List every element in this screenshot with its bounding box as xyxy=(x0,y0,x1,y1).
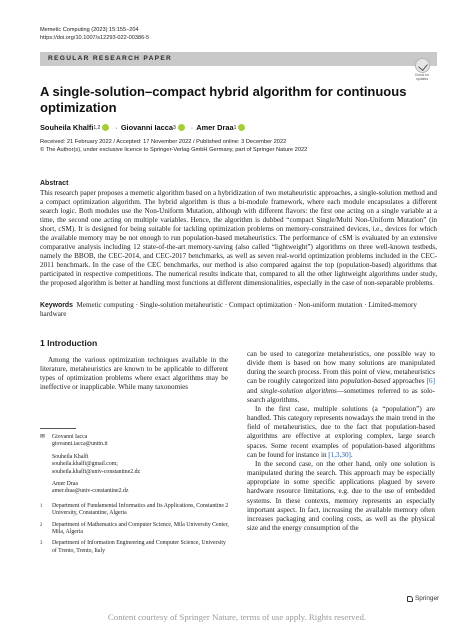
body-paragraph: In the first case, multiple solutions (a “population”) are handled. This category represents nowadays the main trend in the field of metaheuristics, due to the fact that population-based algorithms are effective at exploring complex, large search spaces. Some recent examples of population-based algorithms can be found for instance in [1,3,30]. xyxy=(247,404,435,459)
affiliation xyxy=(40,540,230,555)
author-affiliation-mark: 1,2 xyxy=(93,124,101,131)
footnote-email[interactable]: amer.draa@univ-constantine2.dz xyxy=(52,488,129,495)
keywords-label: Keywords xyxy=(40,302,73,309)
author-affiliation-mark: 1 xyxy=(233,124,237,131)
footnote-author-name: Giovanni Iacca xyxy=(52,434,88,440)
affiliation-number: 2 xyxy=(40,522,43,528)
publisher-name: Springer xyxy=(415,595,440,602)
affiliation xyxy=(40,522,230,537)
check-updates-icon xyxy=(415,58,430,73)
left-column xyxy=(40,356,228,393)
body-paragraph: In the second case, on the other hand, only one solution is manipulated during the search. This approach may be especially appropriate in some specific applications plagued by severe hardware resource limitations, e.g. due to the use of embedded systems. In these contexts, memory represents an especially important aspect. In fact, increasing the available memory often increases packaging and cooling costs, as well as the physical size and the energy consumption of the xyxy=(247,459,435,532)
doi-link[interactable]: https://doi.org/10.1007/s12293-022-00386-5 xyxy=(40,34,150,41)
publication-history xyxy=(40,139,307,155)
author-list xyxy=(40,123,248,132)
affiliation xyxy=(40,503,230,518)
citation-link[interactable]: [6] xyxy=(426,377,435,386)
springer-horse-icon xyxy=(407,596,413,602)
article-type-banner xyxy=(40,52,437,66)
affiliation-text: Department of Fundamental Informatics and Its Applications, Constantine 2 University, Constantine, Algeria xyxy=(52,502,229,517)
copyright-line: © The Author(s), under exclusive licence to Springer-Verlag GmbH Germany, part of Springer Nature 2022 xyxy=(40,146,308,153)
footnote-email[interactable]: souheila.khalfi@univ-constantine2.dz xyxy=(52,468,141,475)
footnotes xyxy=(40,434,230,559)
abstract-text: This research paper proposes a memetic algorithm based on a hybridization of two metaheuristic approaches, a single-solution method and a compact optimization algorithm. The hybrid algorithm is thus a bi-module framework, where each module encapsulates a different search logic. Both modules use the Non-Uniform Mutation, although with different flavors: the first one acting on a single variable at a time, the second one acting on multiple variables. Hence, the algorithm is dubbed “compact Single/Multi Non-Uniform Mutation” (in short, cSM). It is designed for being suitable for tackling optimization problems on memory-constrained devices, i.e., devices for which the available memory may be not enough to run population-based metaheuristics. The performance of cSM is evaluated by an extensive comparative analysis including 12 state-of-the-art memory-saving (also called “lightweight”) algorithms on three well-known testbeds, namely the BBOB, the CEC-2014, and CEC-2017 benchmarks, as well as seven real-world optimization problems included in the CEC-2011 benchmark. In the case of the CEC benchmarks, our method is also compared against the top (population-based) algorithms that participated in respective competitions. The numerical results indicate that, compared to all the other lightweight algorithms under study, the proposed algorithm is better at handling most functions at different dimensionalities, especially in the case of non-separable problems. xyxy=(40,189,437,288)
author-name[interactable]: Souheila Khalfi xyxy=(40,123,94,132)
author-name[interactable]: Giovanni Iacca xyxy=(120,123,173,132)
emphasis: single-solution algorithms xyxy=(260,386,337,395)
footnote-email[interactable]: giovanni.iacca@unitn.it xyxy=(52,441,108,448)
author-separator: · xyxy=(115,123,118,132)
badge-line2: updates xyxy=(415,76,429,81)
affiliation-text: Department of Information Engineering and Computer Science, University of Trento, Trento, Italy xyxy=(52,540,226,554)
publisher-logo xyxy=(407,595,439,602)
article-type-label: REGULAR RESEARCH PAPER xyxy=(48,55,173,62)
orcid-icon[interactable] xyxy=(178,124,185,131)
footnote-divider xyxy=(40,428,76,429)
footnote-email[interactable]: souheila.khalfi@gmail.com; xyxy=(52,461,118,468)
author-contact xyxy=(40,454,230,476)
journal-citation: Memetic Computing (2023) 15:155–204 xyxy=(40,27,139,33)
watermark: Content courtesy of Springer Nature, terms of use apply. Rights reserved. xyxy=(107,612,367,622)
author-affiliation-mark: 3 xyxy=(172,124,176,131)
emphasis: population-based xyxy=(340,377,391,386)
body-paragraph: can be used to categorize metaheuristics, one possible way to divide them is based on how many solutions are manipulated during the search process. From this point of view, metaheuristics can be roughly categorized into population-based approaches [6] and single-solution algorithms—sometimes referred to as solo-search algorithms. xyxy=(247,350,435,404)
paper-title: A single-solution–compact hybrid algorithm for continuous optimization xyxy=(40,84,407,115)
affiliation-number: 3 xyxy=(40,541,43,547)
check-for-updates-badge[interactable] xyxy=(407,56,437,82)
affiliation-number: 1 xyxy=(40,503,43,509)
orcid-icon[interactable] xyxy=(102,124,109,131)
keywords xyxy=(40,301,437,319)
badge-line1: Check for xyxy=(414,73,430,77)
dates-line: Received: 21 February 2022 / Accepted: 17 November 2022 / Published online: 3 December 2022 xyxy=(40,139,287,145)
affiliation-text: Department of Mathematics and Computer Science, Mila University Center, Mila, Algeria xyxy=(52,521,229,536)
corresponding-author xyxy=(40,434,230,449)
section-heading: 1 Introduction xyxy=(40,338,98,348)
keywords-list: Memetic computing · Single-solution metaheuristic · Compact optimization · Non-uniform mutation · Limited-memory hardware xyxy=(40,301,417,318)
author-name[interactable]: Amer Draa xyxy=(196,123,234,132)
right-column xyxy=(247,350,435,533)
footnote-author-name: Souheila Khalfi xyxy=(52,453,89,460)
footnote-author-name: Amer Draa xyxy=(52,481,78,488)
journal-info xyxy=(40,27,149,42)
orcid-icon[interactable] xyxy=(238,124,245,131)
intro-paragraph: Among the various optimization techniques available in the literature, metaheuristics are known to be applicable to different types of optimization problems where exact algorithms may be ineffective or inapplicable. While many taxonomies xyxy=(40,356,228,392)
envelope-icon: ✉ xyxy=(40,434,45,440)
abstract-heading: Abstract xyxy=(40,180,69,187)
author-contact xyxy=(40,481,230,496)
citation-link[interactable]: [1,3,30] xyxy=(328,450,351,459)
author-separator: · xyxy=(190,123,194,132)
